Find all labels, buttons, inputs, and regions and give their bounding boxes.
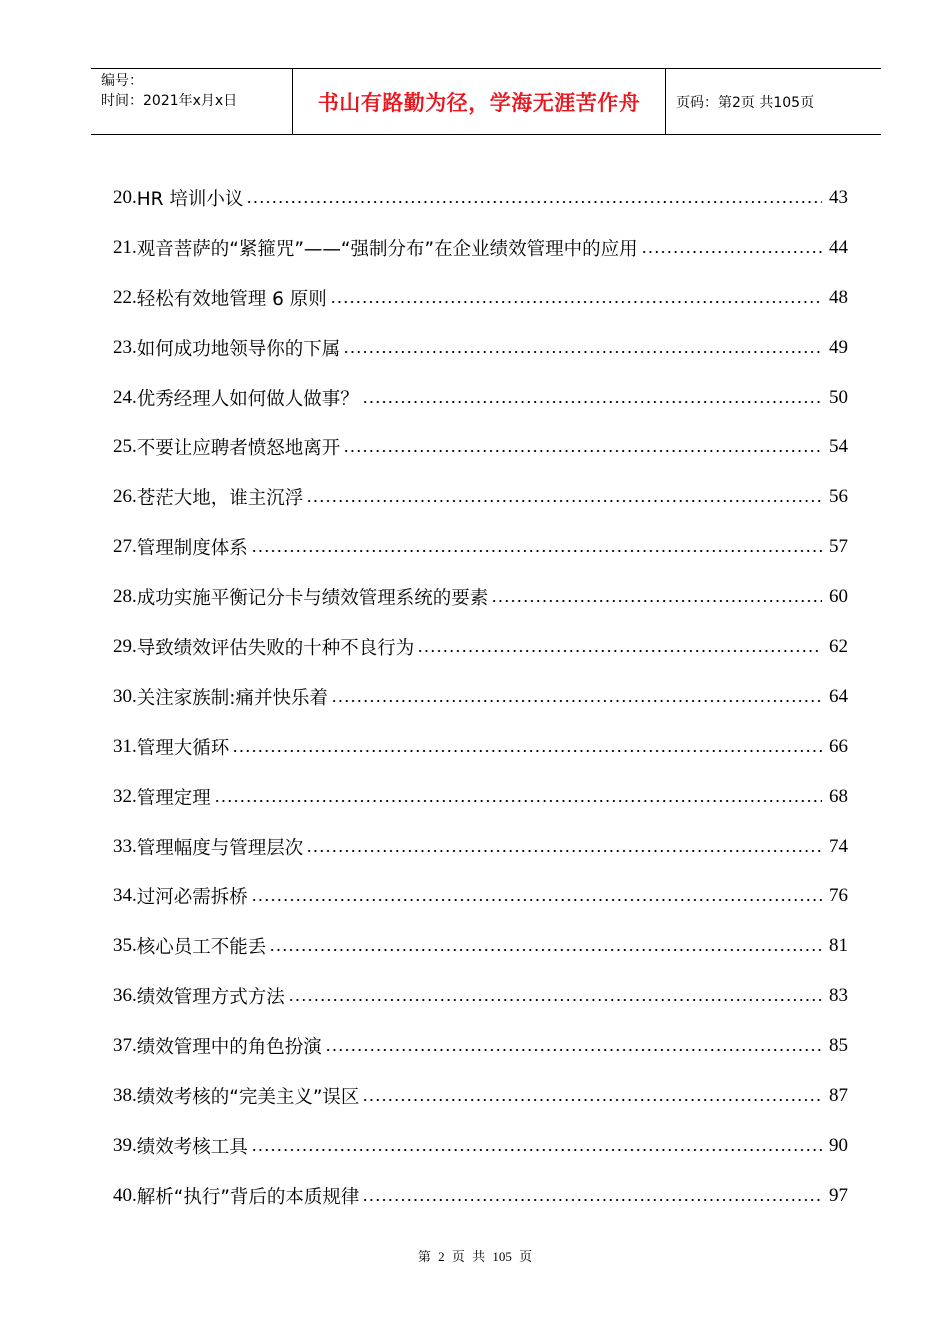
toc-entry-page: 81: [829, 935, 848, 957]
toc-entry-number: 29.: [113, 635, 137, 657]
toc-entry-page: 85: [829, 1035, 848, 1057]
toc-entry-number: 27.: [113, 536, 137, 558]
toc-entry[interactable]: [113, 622, 848, 672]
page-header: [91, 68, 881, 135]
toc-entry-page: 87: [829, 1084, 848, 1106]
toc-entry[interactable]: [113, 1121, 848, 1171]
toc-entry-number: 38.: [113, 1084, 137, 1106]
toc-entry-title: 管理大循环: [136, 737, 230, 759]
toc-entry-title: 管理制度体系: [136, 538, 248, 560]
toc-entry-title: 绩效考核工具: [136, 1136, 248, 1158]
toc-leader-dots: [343, 448, 822, 454]
toc-entry-number: 28.: [113, 586, 137, 608]
code-label: 编号：: [101, 73, 143, 89]
toc-entry-number: 37.: [113, 1035, 137, 1057]
toc-leader-dots: [288, 997, 822, 1003]
toc-leader-dots: [251, 548, 822, 554]
toc-entry-page: 62: [829, 635, 848, 657]
toc-entry-page: 97: [829, 1184, 848, 1206]
page-footer: 第 2 页 共 105 页: [417, 1249, 533, 1264]
toc-entry-title: 过河必需拆桥: [136, 887, 248, 909]
toc-entry-page: 74: [829, 835, 848, 857]
toc-entry-number: 36.: [113, 985, 137, 1007]
toc-entry[interactable]: [113, 422, 848, 472]
header-meta: [91, 69, 293, 134]
toc-entry-page: 76: [829, 885, 848, 907]
toc-entry[interactable]: [113, 522, 848, 572]
toc-entry-page: 64: [829, 685, 848, 707]
toc-entry-page: 90: [829, 1134, 848, 1156]
toc-entry-title: 管理幅度与管理层次: [136, 837, 304, 859]
toc-entry[interactable]: [113, 1071, 848, 1121]
toc-entry-number: 40.: [113, 1184, 137, 1206]
toc-leader-dots: [331, 698, 822, 704]
toc-leader-dots: [306, 848, 822, 854]
toc-leader-dots: [343, 349, 822, 355]
toc-entry-page: 68: [829, 785, 848, 807]
toc-leader-dots: [641, 249, 822, 255]
toc-entry-number: 32.: [113, 785, 137, 807]
toc-leader-dots: [269, 947, 822, 953]
toc-leader-dots: [325, 1047, 822, 1053]
toc-entry-number: 25.: [113, 436, 137, 458]
table-of-contents: [113, 173, 848, 1221]
toc-entry-number: 35.: [113, 935, 137, 957]
toc-entry-title: 不要让应聘者愤怒地离开: [136, 438, 341, 460]
toc-entry-number: 33.: [113, 835, 137, 857]
toc-entry-page: 83: [829, 985, 848, 1007]
toc-leader-dots: [330, 299, 822, 305]
toc-entry-page: 44: [829, 236, 848, 258]
toc-leader-dots: [306, 498, 822, 504]
toc-entry-title: 优秀经理人如何做人做事？: [136, 388, 359, 410]
toc-entry[interactable]: [113, 173, 848, 223]
toc-leader-dots: [251, 897, 822, 903]
toc-entry-number: 21.: [113, 236, 137, 258]
toc-entry-number: 26.: [113, 486, 137, 508]
toc-entry-title: 苍茫大地，谁主沉浮: [136, 488, 304, 510]
toc-entry[interactable]: [113, 672, 848, 722]
toc-entry-page: 57: [829, 536, 848, 558]
header-page-info-cell: [666, 69, 881, 134]
toc-leader-dots: [491, 598, 822, 604]
toc-entry-page: 50: [829, 386, 848, 408]
toc-entry-title: 绩效管理方式方法: [136, 987, 285, 1009]
time-label: 时间：2021年x月x日: [101, 93, 238, 109]
toc-entry[interactable]: [113, 223, 848, 273]
toc-entry-page: 56: [829, 486, 848, 508]
toc-entry-title: 轻松有效地管理 6 原则: [136, 288, 327, 310]
toc-entry-number: 23.: [113, 336, 137, 358]
toc-entry-number: 20.: [113, 186, 137, 208]
toc-entry[interactable]: [113, 273, 848, 323]
toc-entry-number: 31.: [113, 735, 137, 757]
toc-entry-title: 成功实施平衡记分卡与绩效管理系统的要素: [136, 588, 489, 610]
header-motto-cell: [293, 69, 666, 134]
toc-entry-page: 66: [829, 735, 848, 757]
toc-entry-title: 解析“执行”背后的本质规律: [136, 1186, 360, 1208]
toc-entry-page: 60: [829, 586, 848, 608]
toc-leader-dots: [214, 798, 822, 804]
toc-entry[interactable]: [113, 323, 848, 373]
toc-entry-title: 观音菩萨的“紧箍咒”——“强制分布”在企业绩效管理中的应用: [136, 238, 638, 260]
toc-entry-number: 39.: [113, 1134, 137, 1156]
toc-entry-page: 54: [829, 436, 848, 458]
toc-entry-title: 如何成功地领导你的下属: [136, 338, 341, 360]
toc-entry[interactable]: [113, 971, 848, 1021]
toc-entry[interactable]: [113, 373, 848, 423]
toc-entry-title: 绩效管理中的角色扮演: [136, 1037, 322, 1059]
toc-entry-page: 48: [829, 286, 848, 308]
toc-entry-title: 绩效考核的“完美主义”误区: [136, 1086, 360, 1108]
toc-entry-number: 34.: [113, 885, 137, 907]
page-info: 页码：第2页 共105页: [676, 94, 815, 111]
toc-entry-number: 30.: [113, 685, 137, 707]
toc-entry[interactable]: [113, 871, 848, 921]
toc-entry[interactable]: [113, 1171, 848, 1221]
toc-entry-number: 22.: [113, 286, 137, 308]
toc-entry-title: 核心员工不能丢: [136, 937, 267, 959]
toc-entry[interactable]: [113, 722, 848, 772]
toc-entry-title: 关注家族制:痛并快乐着: [136, 687, 328, 709]
toc-entry[interactable]: [113, 772, 848, 822]
toc-entry-number: 24.: [113, 386, 137, 408]
toc-leader-dots: [232, 748, 822, 754]
toc-entry-title: 管理定理: [136, 787, 211, 809]
motto: 书山有路勤为径，学海无涯苦作舟: [317, 89, 641, 115]
toc-entry-page: 49: [829, 336, 848, 358]
toc-entry[interactable]: [113, 822, 848, 872]
toc-entry[interactable]: [113, 1021, 848, 1071]
toc-entry[interactable]: [113, 472, 848, 522]
toc-leader-dots: [362, 1097, 822, 1103]
toc-entry-title: 导致绩效评估失败的十种不良行为: [136, 637, 415, 659]
toc-entry[interactable]: [113, 921, 848, 971]
toc-leader-dots: [246, 199, 822, 205]
toc-leader-dots: [251, 1147, 822, 1153]
toc-leader-dots: [417, 648, 822, 654]
toc-entry-page: 43: [829, 186, 848, 208]
toc-entry[interactable]: [113, 572, 848, 622]
toc-leader-dots: [362, 399, 822, 405]
toc-entry-title: HR 培训小议: [136, 188, 244, 210]
toc-leader-dots: [362, 1197, 822, 1203]
